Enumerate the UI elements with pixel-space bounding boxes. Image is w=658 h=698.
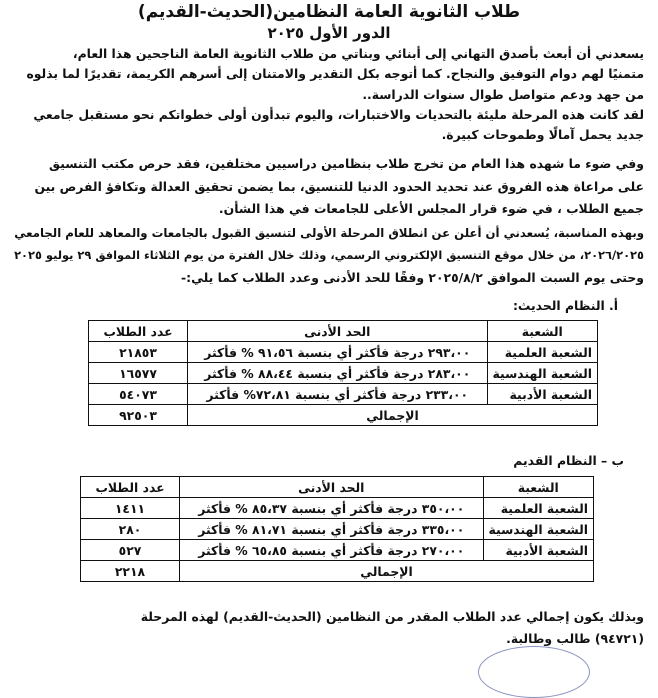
section-cell: الشعبة الأدبية [487, 384, 597, 405]
minimum-cell: ٢٧٠،٠٠ درجة فأكثر أي بنسبة ٦٥،٨٥ % فأكثر [180, 540, 484, 561]
table-total-row [81, 561, 594, 582]
table-total-row [89, 405, 598, 426]
students-cell: ٢١٨٥٣ [89, 342, 188, 363]
section-cell: الشعبة الأدبية [483, 540, 593, 561]
body-line: على مراعاة هذه الفروق عند تحديد الحدود الدنيا للتنسيق، بما يضمن تحقيق العدالة وتكافؤ الفرص بين [34, 179, 644, 194]
column-header: عدد الطلاب [89, 321, 188, 342]
section-cell: الشعبة العلمية [483, 498, 593, 519]
closing-line: (٩٤٧٢١) طالب وطالبة. [506, 631, 644, 646]
minimum-cell: ٢٣٣،٠٠ درجة فأكثر أي بنسبة ٧٢،٨١% فأكثر [188, 384, 488, 405]
column-header: عدد الطلاب [81, 477, 180, 498]
document-title: طلاب الثانوية العامة النظامين(الحديث-القديم) [137, 2, 521, 22]
total-value: ٩٢٥٠٣ [89, 405, 188, 426]
minimum-cell: ٢٩٣،٠٠ درجة فأكثر أي بنسبة ٩١،٥٦ % فأكثر [188, 342, 488, 363]
body-line: من جهد ودعم متواصل طوال سنوات الدراسة.. [362, 87, 644, 102]
section-cell: الشعبة الهندسية [487, 363, 597, 384]
body-line: وبهذه المناسبة، يُسعدني أن أعلن عن انطلاق المرحلة الأولى لتنسيق القبول بالجامعات والمعاهد للعام الجامعي [14, 226, 644, 240]
body-line: جميع الطلاب ، في ضوء قرار المجلس الأعلى للجامعات في هذا الشأن. [218, 201, 644, 216]
column-header: الشعبة [483, 477, 593, 498]
table-header-row [89, 321, 598, 342]
new-system-heading: أ. النظام الحديث: [512, 298, 618, 313]
body-line: يسعدني أن أبعث بأصدق التهاني إلى أبنائي وبناتي من طلاب الثانوية العامة الناجحين هذا العام، [72, 46, 644, 61]
old-system-heading: ب – النظام القديم [513, 453, 624, 468]
section-cell: الشعبة الهندسية [483, 519, 593, 540]
table-row [81, 498, 594, 519]
table-row [81, 540, 594, 561]
section-cell: الشعبة العلمية [487, 342, 597, 363]
table-row [81, 519, 594, 540]
new-system-table [88, 320, 598, 426]
body-line: متمنيًا لهم دوام التوفيق والنجاح. كما أتوجه بكل التقدير والامتنان إلى أسرهم الكريمة، تقديرًا لما بذلوه [26, 66, 644, 81]
table-row [89, 363, 598, 384]
body-line: لقد كانت هذه المرحلة مليئة بالتحديات والاختبارات، واليوم تبدأون أولى خطواتكم نحو مستقبل جامعي [33, 107, 644, 122]
minimum-cell: ٢٨٣،٠٠ درجة فأكثر أي بنسبة ٨٨،٤٤ % فأكثر [188, 363, 488, 384]
body-line: وفي ضوء ما شهده هذا العام من تخرج طلاب بنظامين دراسيين مختلفين، فقد حرص مكتب التنسيق [49, 156, 644, 171]
column-header: الحد الأدنى [180, 477, 484, 498]
students-cell: ٥٢٧ [81, 540, 180, 561]
table-header-row [81, 477, 594, 498]
minimum-cell: ٣٣٥،٠٠ درجة فأكثر أي بنسبة ٨١،٧١ % فأكثر [180, 519, 484, 540]
official-stamp [478, 646, 590, 698]
total-label: الإجمالي [180, 561, 594, 582]
column-header: الشعبة [487, 321, 597, 342]
body-line: ٢٠٢٦/٢٠٢٥، من خلال موقع التنسيق الإلكتروني الرسمي، وذلك خلال الفترة من يوم الثلاثاء الموافق ٢٩ يوليو ٢٠٢٥ [14, 248, 644, 262]
column-header: الحد الأدنى [188, 321, 488, 342]
old-system-table [80, 476, 594, 582]
closing-line: وبذلك يكون إجمالي عدد الطلاب المقدر من النظامين (الحديث-القديم) لهذه المرحلة [140, 609, 644, 624]
students-cell: ١٤١١ [81, 498, 180, 519]
total-value: ٢٢١٨ [81, 561, 180, 582]
students-cell: ٥٤٠٧٣ [89, 384, 188, 405]
table-row [89, 384, 598, 405]
body-line: وحتى يوم السبت الموافق ٢٠٢٥/٨/٢ وفقًا للحد الأدنى وعدد الطلاب كما يلي:- [180, 270, 644, 285]
students-cell: ٢٨٠ [81, 519, 180, 540]
students-cell: ١٦٥٧٧ [89, 363, 188, 384]
total-label: الإجمالي [188, 405, 598, 426]
minimum-cell: ٣٥٠،٠٠ درجة فأكثر أي بنسبة ٨٥،٣٧ % فأكثر [180, 498, 484, 519]
document-subtitle: الدور الأول ٢٠٢٥ [267, 24, 391, 42]
body-line: جديد يحمل آمالًا وطموحات كبيرة. [441, 127, 644, 142]
table-row [89, 342, 598, 363]
